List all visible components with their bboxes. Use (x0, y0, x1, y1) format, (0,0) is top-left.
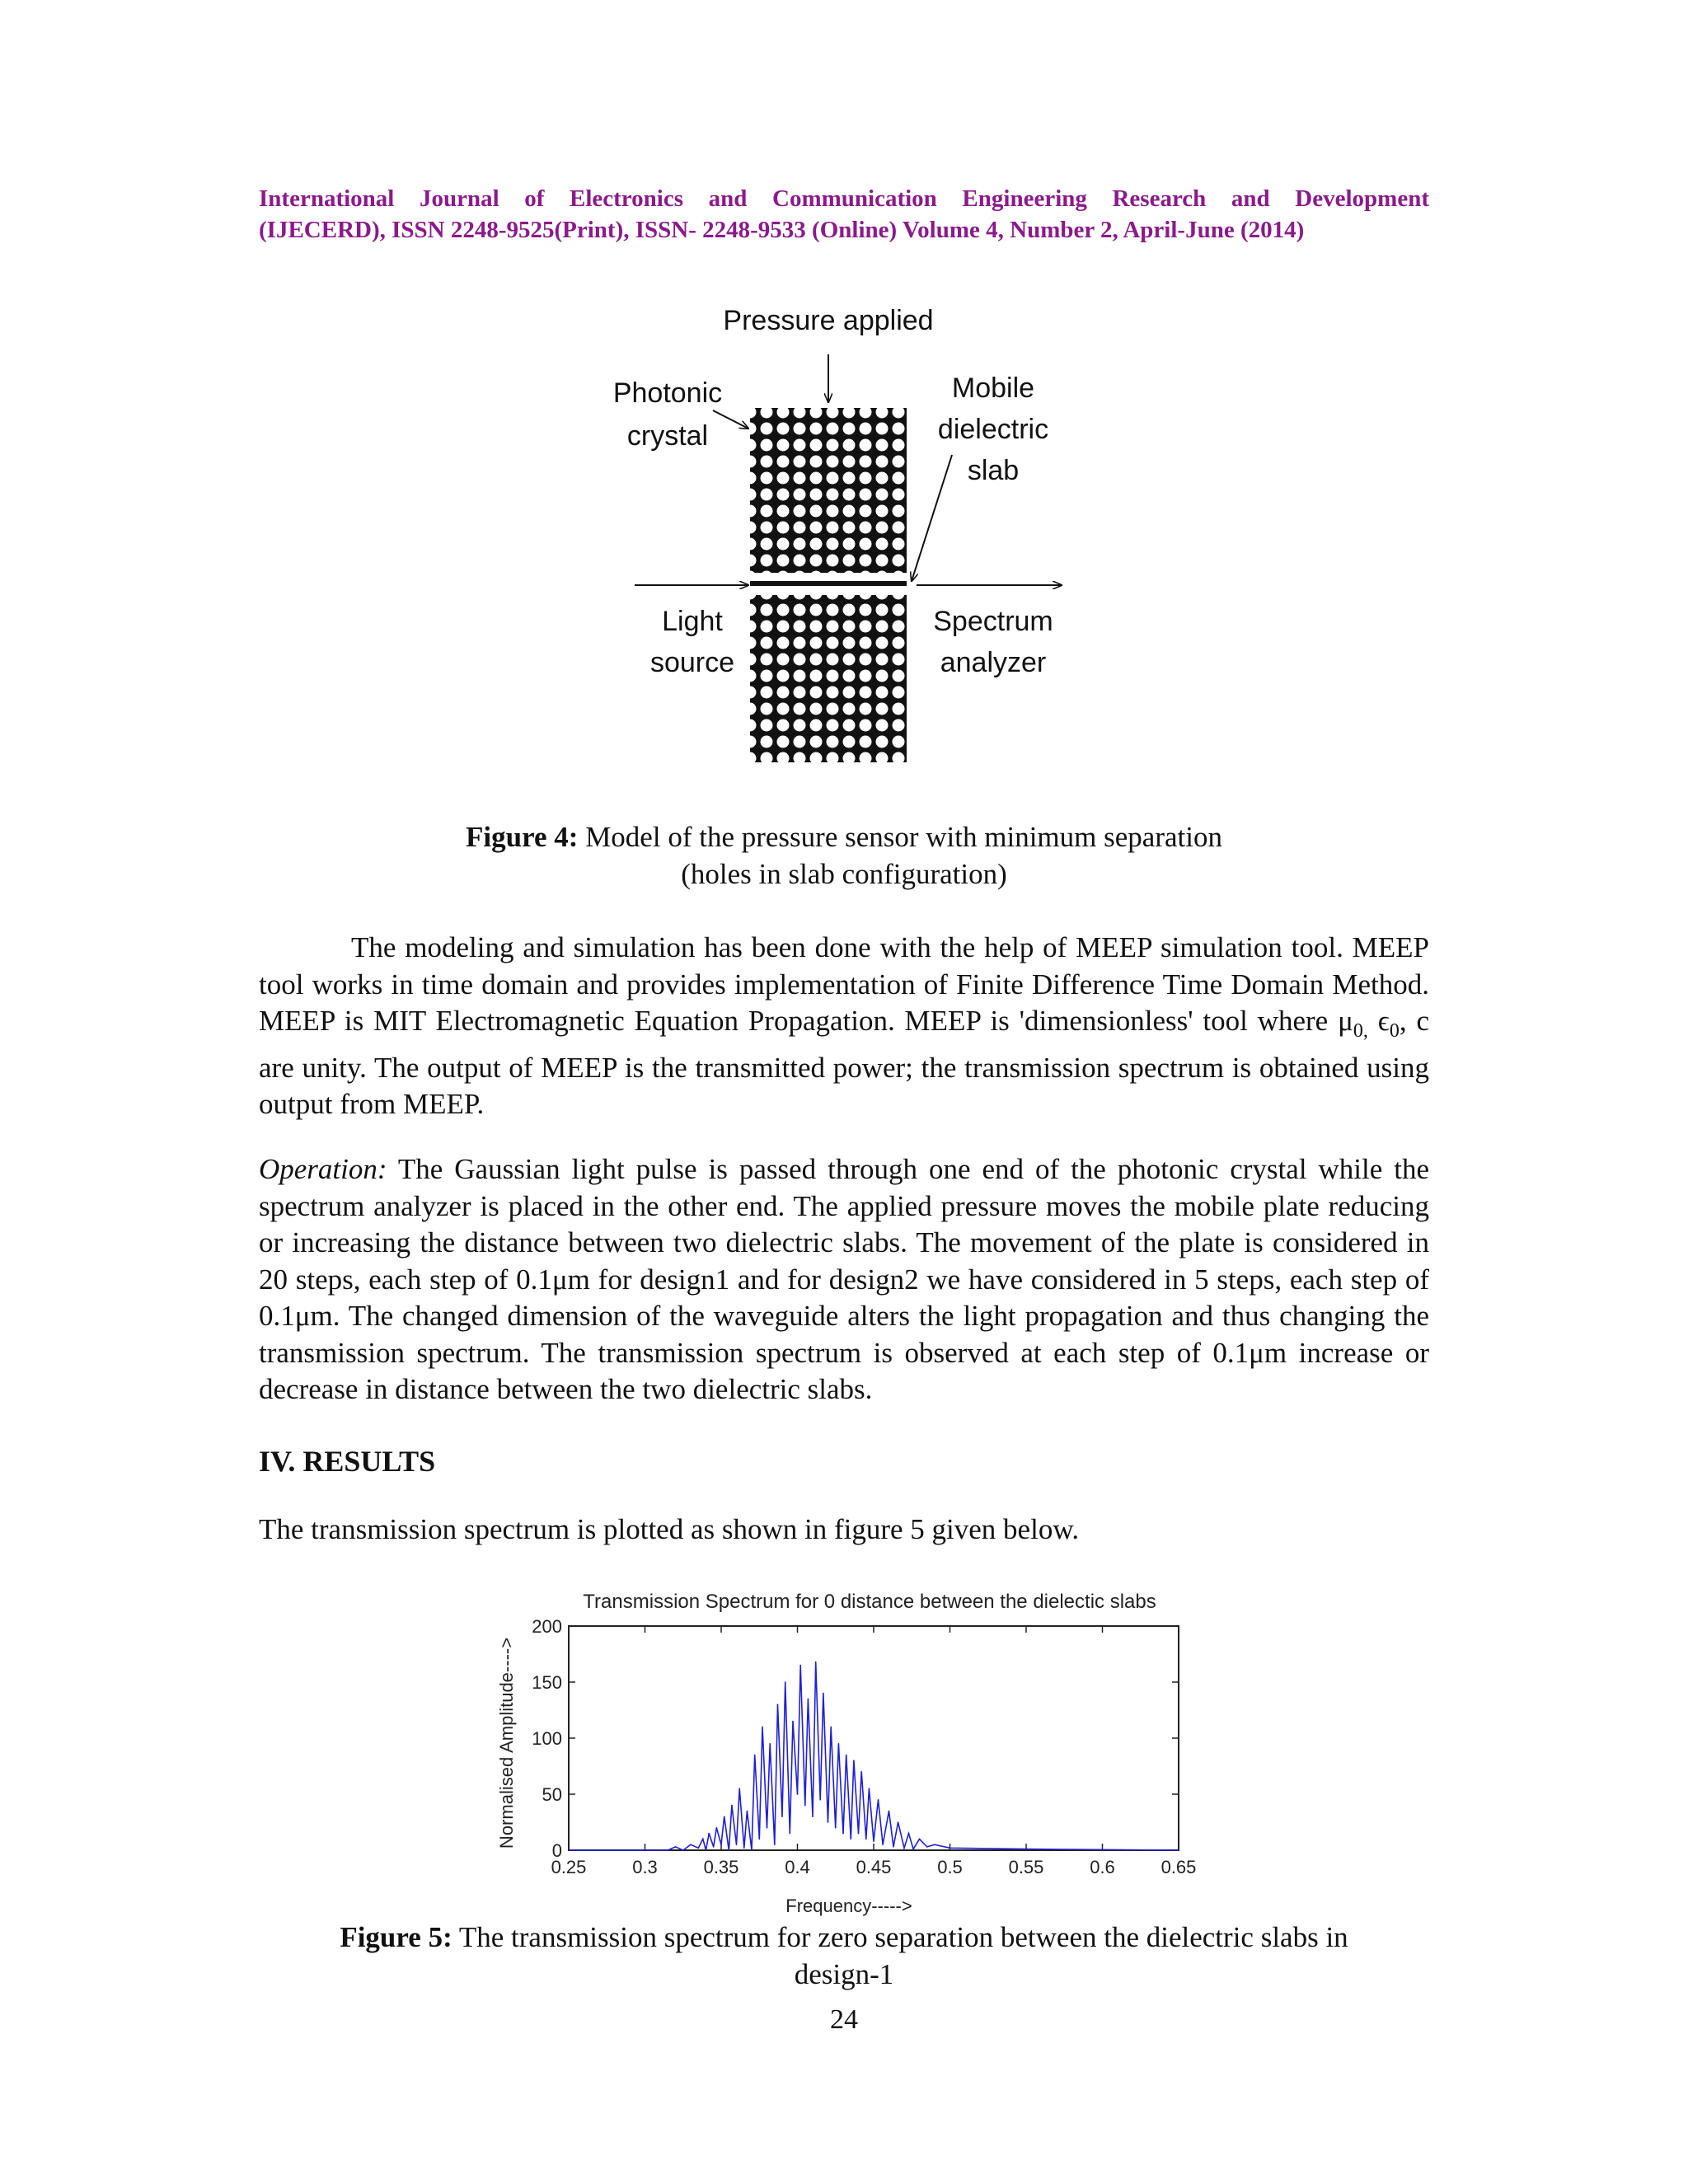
data-point (769, 1743, 771, 1745)
data-point (682, 1849, 684, 1851)
data-point (912, 1849, 914, 1850)
data-point (797, 1793, 799, 1795)
paragraph-meep-text1: The modeling and simulation has been done with the help of MEEP simulation tool. MEEP tool works in time domain and provides implementation of Finite Difference Time Domain Method. MEEP is MIT Electromagnetic Equation Propagation. MEEP is 'dimensionless' tool where (259, 931, 1429, 1037)
data-point (869, 1788, 870, 1789)
data-point (804, 1805, 806, 1807)
figure4-caption-line2: (holes in slab configuration) (681, 858, 1007, 890)
y-tick-label: 200 (532, 1616, 562, 1637)
data-point (781, 1816, 783, 1817)
figure5-caption (259, 1919, 1429, 1993)
figure5-caption-label: Figure 5: (340, 1921, 452, 1953)
y-tick-label: 100 (532, 1728, 562, 1749)
lower-photonic-crystal (750, 595, 907, 762)
paragraph-operation (259, 1151, 1429, 1408)
mu-subscript: 0, (1353, 1020, 1368, 1042)
journal-header-line1: International Journal of Electronics and Communication Engineering Research and Development (259, 185, 1429, 212)
data-point (828, 1821, 829, 1823)
label-analyzer: analyzer (940, 647, 1047, 678)
x-tick-label: 0.45 (856, 1857, 892, 1877)
data-point (777, 1704, 779, 1705)
chart-x-label: Frequency-----> (785, 1896, 912, 1916)
data-point (724, 1816, 725, 1817)
data-point (1178, 1849, 1179, 1851)
data-point (736, 1844, 738, 1845)
data-point (762, 1727, 763, 1728)
data-point (789, 1833, 790, 1835)
data-point (823, 1693, 824, 1694)
data-point (898, 1821, 899, 1823)
data-point (950, 1847, 951, 1849)
data-point (819, 1799, 821, 1801)
data-point (919, 1839, 921, 1840)
section-title-results: IV. RESULTS (259, 1445, 436, 1478)
x-tick-label: 0.65 (1160, 1857, 1197, 1877)
data-point (858, 1833, 860, 1835)
x-tick-label: 0.55 (1008, 1857, 1044, 1877)
data-point (792, 1721, 794, 1722)
data-point (690, 1844, 692, 1845)
data-point (1025, 1849, 1027, 1850)
figure4-caption (259, 818, 1429, 893)
data-point (882, 1844, 884, 1845)
slab-pointer (912, 455, 952, 581)
label-photonic: Photonic (612, 377, 723, 409)
photonic-crystal-pointer (713, 410, 748, 429)
data-point (754, 1755, 756, 1756)
data-point (713, 1846, 715, 1848)
data-point (860, 1771, 862, 1773)
label-spectrum: Spectrum (933, 606, 1053, 637)
mobile-dielectric-slab (750, 581, 907, 586)
x-tick-label: 0.25 (551, 1857, 587, 1877)
data-point (903, 1847, 905, 1849)
data-point (865, 1839, 867, 1840)
figure4-caption-label: Figure 4: (466, 821, 579, 853)
figure5-chart (486, 1578, 1212, 1924)
data-point (799, 1665, 801, 1666)
chart-title: Transmission Spectrum for 0 distance between the dielectic slabs (583, 1591, 1156, 1613)
data-point (697, 1847, 699, 1849)
data-point (934, 1844, 935, 1845)
data-point (728, 1849, 729, 1851)
data-point (878, 1799, 879, 1801)
data-point (702, 1839, 704, 1840)
x-tick-label: 0.35 (703, 1857, 739, 1877)
data-point (815, 1661, 817, 1663)
label-light: Light (662, 606, 723, 637)
data-point (758, 1839, 760, 1840)
data-point (731, 1805, 733, 1807)
data-point (645, 1849, 646, 1851)
x-tick-label: 0.4 (785, 1857, 810, 1877)
data-point (889, 1811, 890, 1812)
mu-symbol: μ (1338, 1005, 1353, 1037)
operation-label: Operation: (259, 1153, 387, 1185)
data-point (675, 1846, 677, 1848)
x-tick-label: 0.6 (1090, 1857, 1115, 1877)
data-point (706, 1849, 707, 1851)
data-point (785, 1681, 786, 1683)
data-point (842, 1833, 844, 1835)
data-point (926, 1846, 928, 1848)
chart-y-label: Normalised Amplitude----> (496, 1637, 517, 1849)
data-point (846, 1755, 847, 1756)
data-point (667, 1849, 668, 1851)
data-point (893, 1846, 894, 1848)
figure4-caption-line1: Model of the pressure sensor with minimum separation (585, 821, 1222, 853)
data-point (774, 1844, 776, 1845)
y-tick-label: 0 (551, 1840, 562, 1861)
data-point (873, 1840, 874, 1842)
label-crystal: crystal (626, 420, 709, 452)
data-point (738, 1788, 740, 1789)
data-point (853, 1760, 855, 1761)
operation-text: The Gaussian light pulse is passed through one end of the photonic crystal while the spectrum analyzer is placed in the other end. The applied pressure moves the mobile plate reducing or increasing the distance between two dielectric slabs. The movement of the plate is considered in 20 steps, each step of 0.1μm for design1 and for design2 we have considered in 5 steps, each step of 0.1μm. The changed dimension of the waveguide alters the light propagation and thus changing the transmission spectrum. The transmission spectrum is observed at each step of 0.1μm increase or decrease in distance between the two dielectric slabs. (259, 1153, 1429, 1405)
data-point (808, 1699, 809, 1700)
y-tick-label: 150 (532, 1672, 562, 1693)
data-point (830, 1727, 832, 1728)
data-point (908, 1833, 910, 1835)
label-mobile: Mobile (951, 373, 1035, 404)
label-source: source (649, 647, 735, 678)
data-point (812, 1816, 814, 1817)
data-point (838, 1743, 840, 1745)
data-point (568, 1849, 570, 1851)
upper-photonic-crystal (750, 408, 907, 573)
paragraph-results-intro: The transmission spectrum is plotted as shown in figure 5 given below. (259, 1513, 1080, 1545)
data-point (850, 1839, 851, 1840)
epsilon-subscript: 0 (1389, 1020, 1400, 1042)
paragraph-meep (259, 930, 1429, 1123)
x-tick-label: 0.5 (937, 1857, 963, 1877)
data-point (720, 1844, 722, 1845)
journal-header-line2: (IJECERD), ISSN 2248-9525(Print), ISSN- 2248-9533 (Online) Volume 4, Number 2, April-June (2014) (259, 217, 1305, 243)
paragraph-meep-text2: , c are unity. The output of MEEP is the transmitted power; the transmission spectrum is obtained using output from MEEP. (259, 1005, 1430, 1120)
figure4-diagram (593, 305, 1071, 779)
label-pressure-applied: Pressure applied (723, 305, 934, 336)
data-point (716, 1827, 718, 1829)
figure5-caption-line1: The transmission spectrum for zero separation between the dielectric slabs in (458, 1921, 1348, 1953)
data-point (767, 1827, 768, 1829)
x-tick-label: 0.3 (632, 1857, 658, 1877)
epsilon-symbol: ϵ (1377, 1005, 1390, 1037)
y-tick-label: 50 (542, 1784, 562, 1805)
label-dielectric: dielectric (937, 414, 1049, 445)
data-point (835, 1827, 837, 1829)
chart-plot-frame (569, 1626, 1179, 1850)
data-point (747, 1811, 748, 1812)
data-point (708, 1833, 710, 1835)
journal-header (259, 183, 1429, 246)
label-slab: slab (967, 455, 1020, 486)
figure5-caption-line2: design-1 (794, 1958, 894, 1990)
page-number: 24 (830, 2004, 858, 2035)
data-point (743, 1847, 745, 1849)
data-point (751, 1849, 753, 1851)
